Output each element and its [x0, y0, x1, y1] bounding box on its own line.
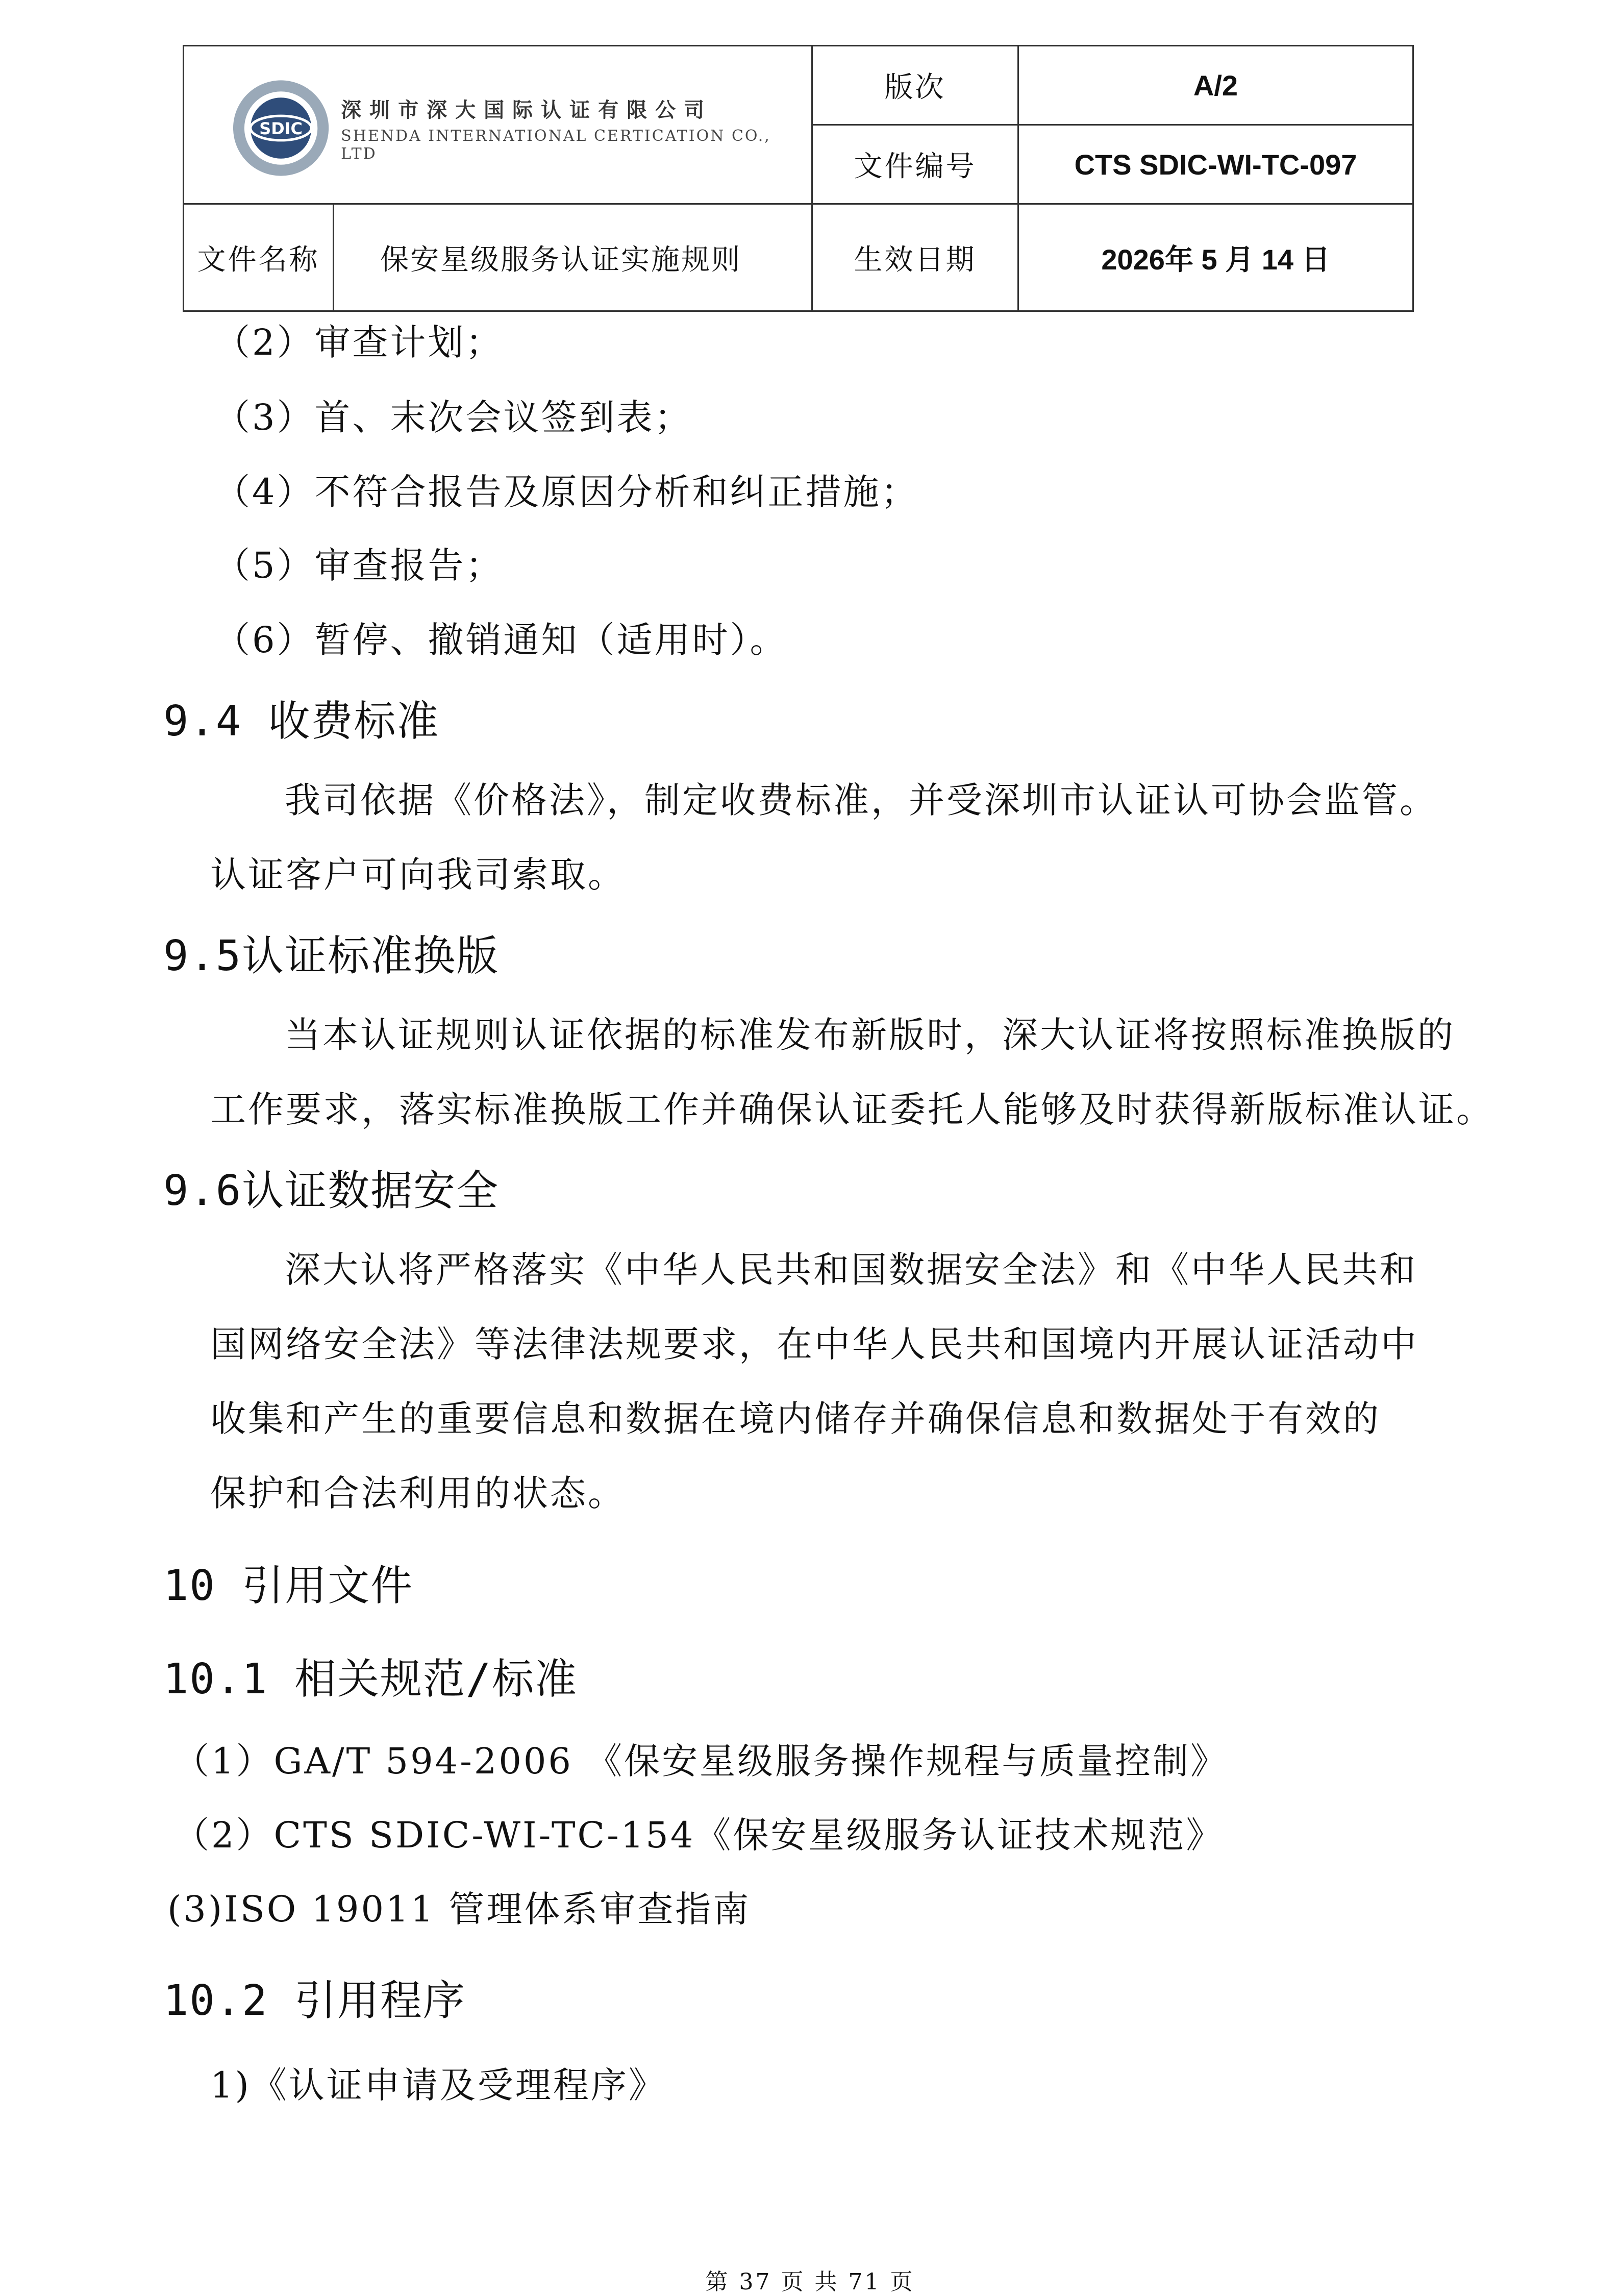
document-header-table [183, 45, 1414, 312]
section-heading-9-4: 9.4 收费标准 [163, 697, 440, 746]
doc-number-label: 文件编号 [812, 125, 1018, 204]
footer-page-number: 37 [739, 2269, 772, 2295]
paragraph-line: 保护和合法利用的状态。 [210, 1472, 626, 1514]
footer-suffix: 页 [890, 2269, 915, 2295]
reference-item: 1)《认证申请及受理程序》 [210, 2064, 666, 2106]
section-heading-10: 10 引用文件 [163, 1562, 414, 1610]
footer-prefix: 第 [705, 2269, 730, 2295]
doc-number-value: CTS SDIC-WI-TC-097 [1018, 125, 1413, 204]
paragraph-line: 当本认证规则认证依据的标准发布新版时，深大认证将按照标准换版的 [285, 1014, 1455, 1056]
reference-item: （1）GA/T 594-2006 《保安星级服务操作规程与质量控制》 [173, 1740, 1229, 1782]
version-label: 版次 [812, 46, 1018, 125]
section-heading-10-2: 10.2 引用程序 [163, 1977, 466, 2025]
company-name-cn: 深圳市深大国际认证有限公司 [341, 98, 713, 122]
reference-item: (3)ISO 19011 管理体系审查指南 [167, 1888, 751, 1930]
doc-name-value: 保安星级服务认证实施规则 [334, 204, 812, 311]
paragraph-line: 国网络安全法》等法律法规要求，在中华人民共和国境内开展认证活动中 [210, 1323, 1418, 1365]
record-item: （6）暂停、撤销通知（适用时）。 [214, 619, 788, 661]
paragraph-line: 我司依据《价格法》，制定收费标准，并受深圳市认证认可协会监管。 [285, 779, 1437, 821]
record-item: （5）审查报告； [214, 545, 504, 586]
company-name-en: SHENDA INTERNATIONAL CERTICATION CO., LTD [341, 127, 771, 163]
footer-total-pages: 71 [848, 2269, 881, 2295]
paragraph-line: 工作要求，落实标准换版工作并确保认证委托人能够及时获得新版标准认证。 [210, 1089, 1494, 1130]
page-footer [0, 2263, 1620, 2296]
effective-date-value: 2026年 5 月 14 日 [1018, 204, 1413, 311]
section-heading-9-5: 9.5认证标准换版 [163, 932, 500, 980]
paragraph-line: 收集和产生的重要信息和数据在境内储存并确保信息和数据处于有效的 [210, 1398, 1381, 1440]
company-logo [230, 77, 332, 179]
doc-name-label: 文件名称 [184, 204, 334, 311]
paragraph-line: 认证客户可向我司索取。 [210, 854, 626, 896]
section-heading-10-1: 10.1 相关规范/标准 [163, 1655, 578, 1704]
version-value: A/2 [1018, 46, 1413, 125]
footer-mid: 页 共 [781, 2269, 839, 2295]
paragraph-line: 深大认将严格落实《中华人民共和国数据安全法》和《中华人民共和 [285, 1249, 1417, 1291]
record-item: （4）不符合报告及原因分析和纠正措施； [214, 471, 919, 513]
company-logo-block [184, 46, 812, 204]
section-heading-9-6: 9.6认证数据安全 [163, 1167, 500, 1215]
reference-item: （2）CTS SDIC-WI-TC-154《保安星级服务认证技术规范》 [173, 1814, 1224, 1856]
effective-date-label: 生效日期 [812, 204, 1018, 311]
record-item: （2）审查计划； [214, 322, 504, 363]
logo-text: SDIC [259, 118, 303, 138]
record-item: （3）首、末次会议签到表； [214, 397, 692, 438]
